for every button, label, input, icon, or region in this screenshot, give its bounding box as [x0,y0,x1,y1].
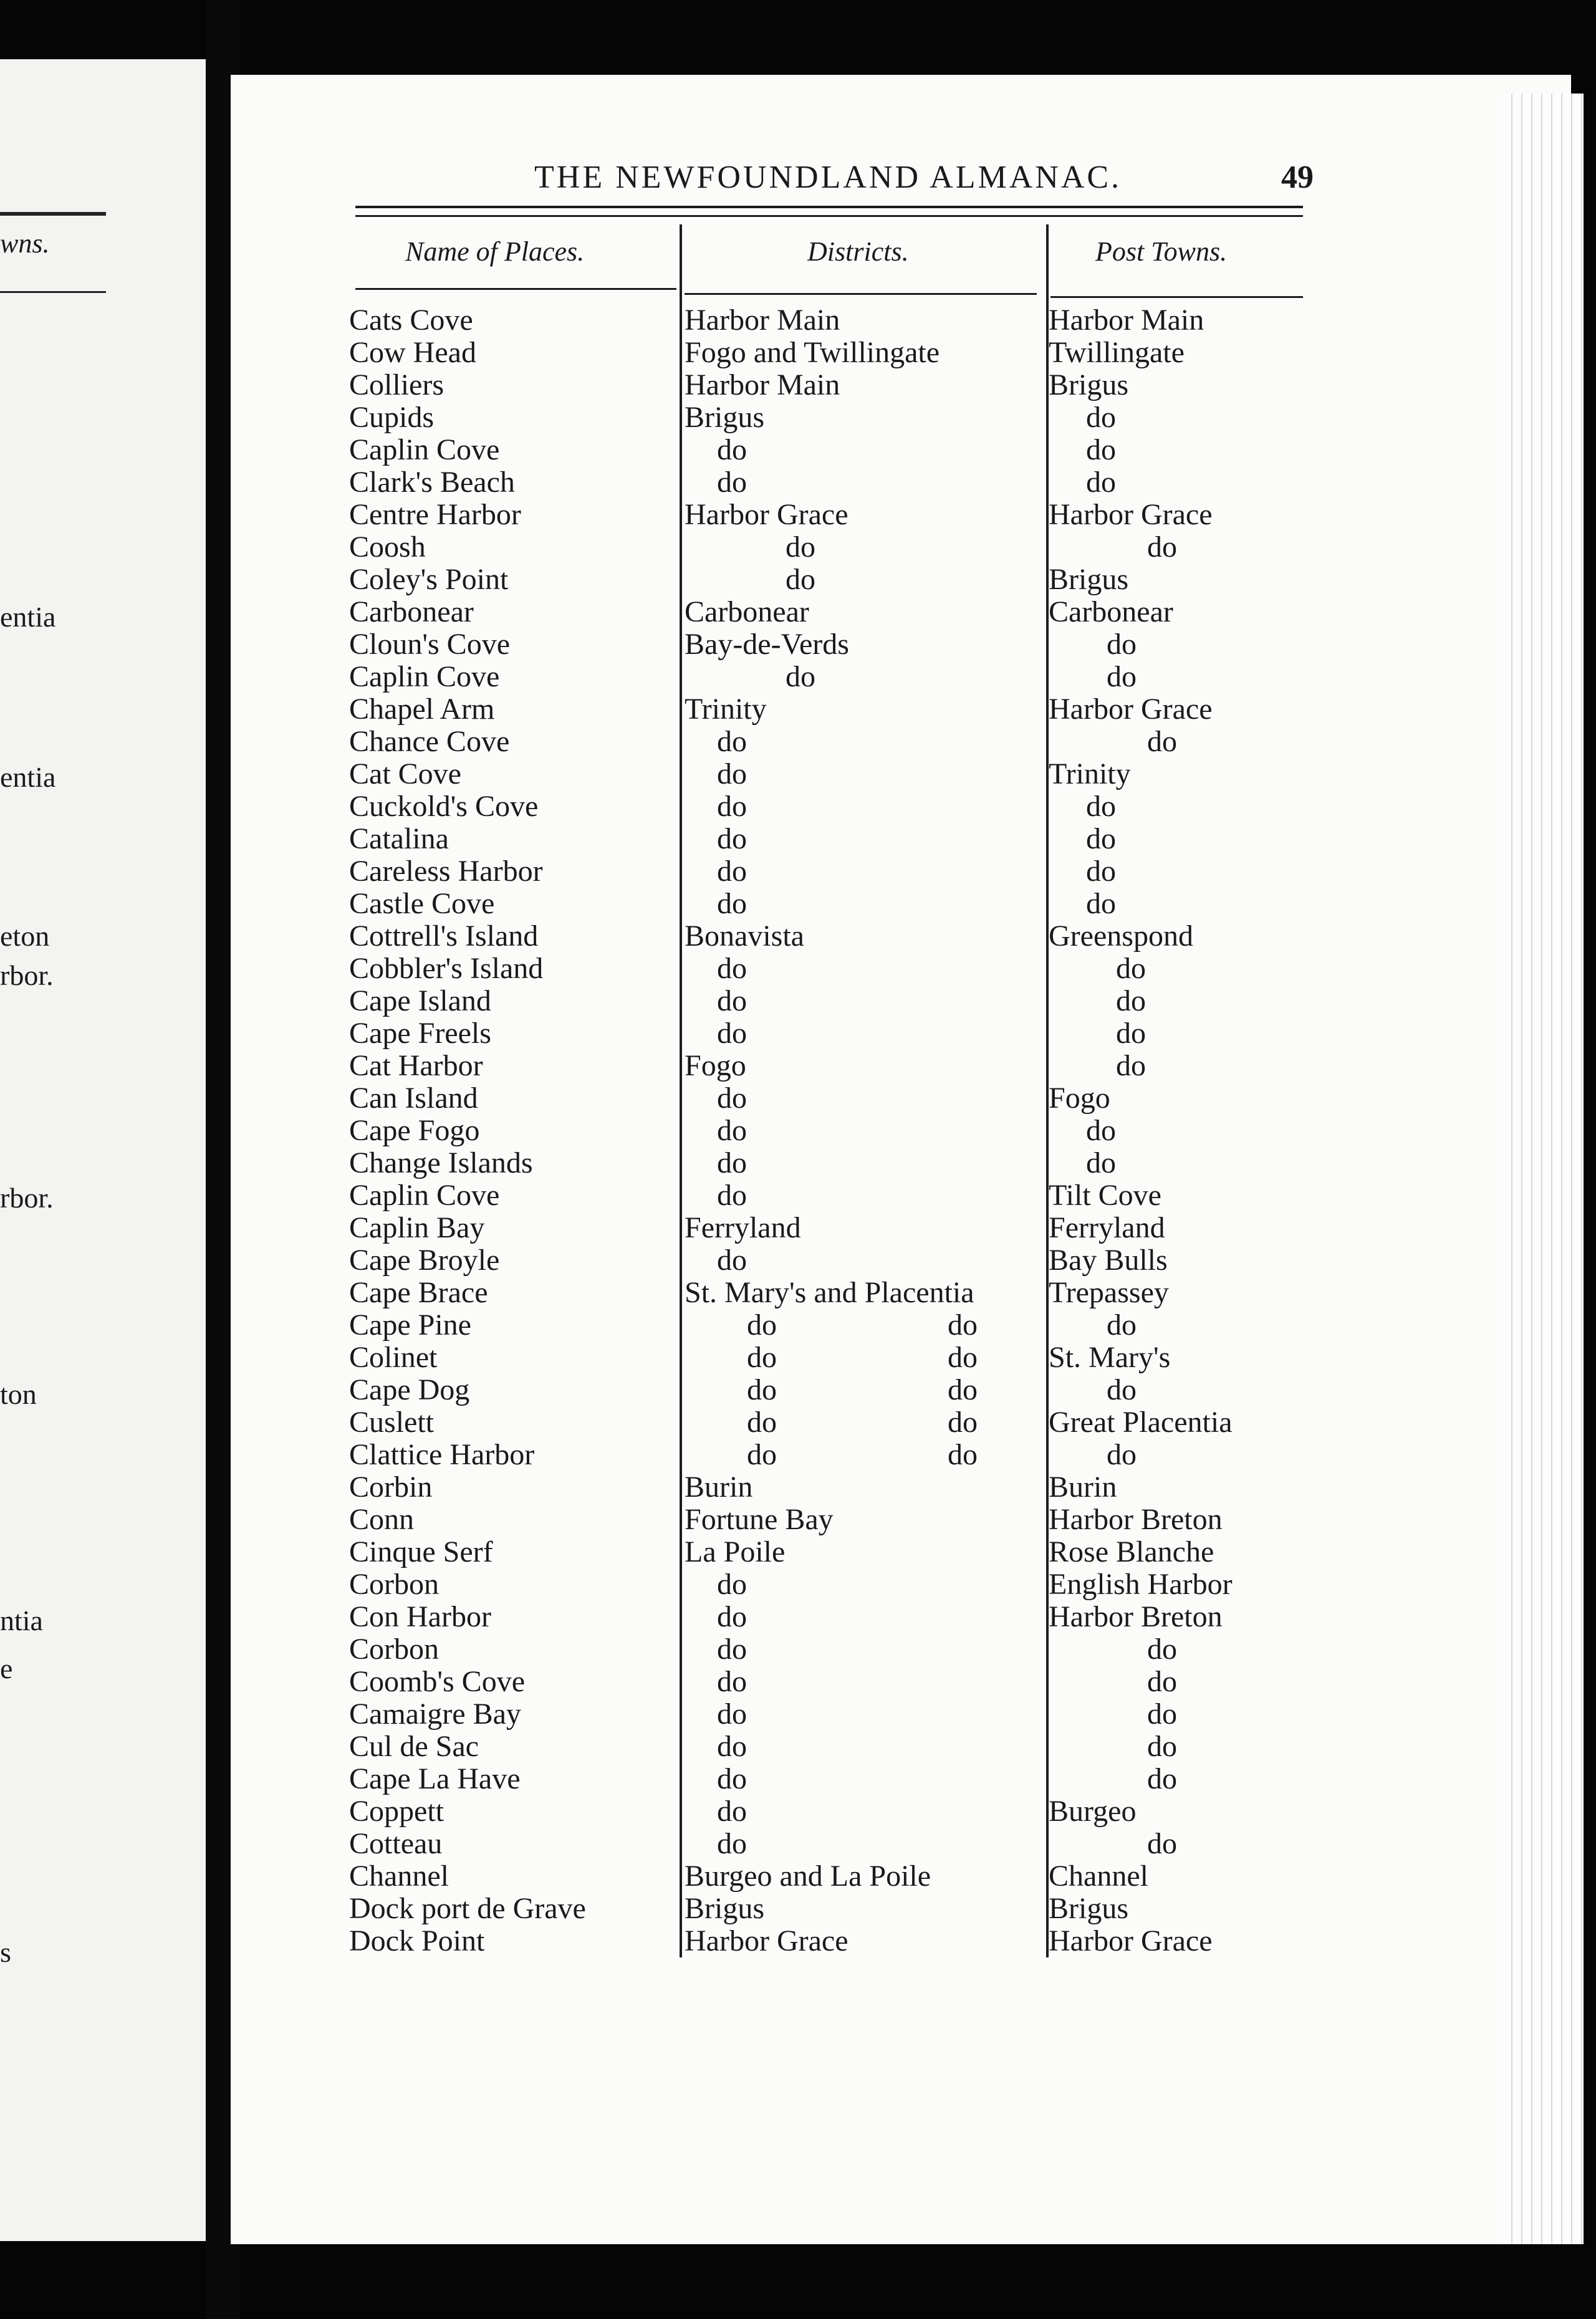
post-town-cell: do [1107,660,1137,693]
post-town-cell: do [1086,466,1116,499]
place-name-cell: Caplin Cove [349,660,500,693]
place-name-cell: Cape Brace [349,1276,488,1309]
district-cell: Fogo and Twillingate [685,336,940,369]
post-town-cell: Ferryland [1049,1211,1165,1244]
place-name-cell: Coley's Point [349,563,509,596]
district-ditto-cell: do [948,1406,978,1439]
district-ditto-cell: do [948,1308,978,1342]
left-page-fragment: rbor. [0,1182,54,1214]
place-name-cell: Cat Cove [349,757,461,790]
left-page-fragment: entia [0,761,56,793]
left-page-header-fragment: wns. [0,228,50,259]
post-town-cell: do [1086,887,1116,920]
place-name-cell: Cat Harbor [349,1049,483,1082]
district-cell: do [717,1762,747,1795]
place-name-cell: Corbon [349,1633,439,1666]
place-name-cell: Cape La Have [349,1762,521,1795]
district-cell: do [786,531,815,564]
district-cell: do [717,1827,747,1860]
column-header-rule [355,288,676,290]
district-cell: do [747,1438,777,1471]
post-town-cell: do [1107,1373,1137,1406]
post-town-cell: do [1147,1762,1177,1795]
district-cell: Fortune Bay [685,1503,834,1536]
place-name-cell: Cape Pine [349,1308,471,1342]
district-cell: Harbor Main [685,304,840,337]
post-town-cell: do [1086,855,1116,888]
district-cell: do [717,757,747,790]
place-name-cell: Castle Cove [349,887,495,920]
place-name-cell: Cuckold's Cove [349,790,539,823]
post-town-cell: Rose Blanche [1049,1535,1214,1568]
column-header-place: Name of Places. [405,236,585,267]
district-cell: Harbor Main [685,368,840,401]
post-town-cell: Harbor Grace [1049,498,1213,531]
district-cell: Trinity [685,693,767,726]
place-name-cell: Chapel Arm [349,693,495,726]
post-town-cell: Channel [1049,1860,1148,1893]
district-cell: do [717,822,747,855]
place-name-cell: Cupids [349,401,435,434]
place-name-cell: Cottrell's Island [349,919,539,953]
district-cell: Harbor Grace [685,1924,848,1957]
left-page-fragment: eton [0,920,50,952]
post-town-cell: do [1116,952,1146,985]
place-name-cell: Cul de Sac [349,1730,479,1763]
left-page-rule [0,212,106,216]
left-page-fragment: e [0,1653,13,1684]
post-town-cell: do [1147,1730,1177,1763]
page-number: 49 [1281,160,1314,195]
post-town-cell: Burin [1049,1471,1117,1504]
district-cell: do [786,660,815,693]
header-rule [355,215,1303,217]
district-cell: do [717,1665,747,1698]
place-name-cell: Cow Head [349,336,476,369]
column-header-rule [1050,296,1303,298]
place-name-cell: Cobbler's Island [349,952,544,985]
post-town-cell: do [1086,822,1116,855]
district-cell: do [717,1244,747,1277]
place-name-cell: Con Harbor [349,1600,491,1633]
left-page-fragment: ton [0,1378,37,1410]
post-town-cell: Bay Bulls [1049,1244,1168,1277]
left-page-fragment: s [0,1936,11,1968]
post-town-cell: do [1147,1633,1177,1666]
post-town-cell: Fogo [1049,1082,1110,1115]
district-cell: do [747,1341,777,1374]
post-town-cell: Burgeo [1049,1795,1137,1828]
place-name-cell: Corbon [349,1568,439,1601]
district-ditto-cell: do [948,1341,978,1374]
post-town-cell: do [1086,1114,1116,1147]
post-town-cell: do [1107,628,1137,661]
place-name-cell: Dock port de Grave [349,1892,586,1925]
post-town-cell: Trepassey [1049,1276,1169,1309]
post-town-cell: Brigus [1049,1892,1129,1925]
post-town-cell: do [1107,1438,1137,1471]
district-cell: do [717,887,747,920]
place-name-cell: Clattice Harbor [349,1438,535,1471]
post-town-cell: Brigus [1049,368,1129,401]
place-name-cell: Cotteau [349,1827,443,1860]
place-name-cell: Cuslett [349,1406,435,1439]
place-name-cell: Caplin Cove [349,433,500,466]
district-cell: Carbonear [685,595,809,628]
place-name-cell: Cape Island [349,984,491,1017]
post-town-cell: Harbor Grace [1049,693,1213,726]
column-header-district: Districts. [807,236,909,267]
district-cell: Brigus [685,401,765,434]
header-rule [355,206,1303,208]
place-name-cell: Clark's Beach [349,466,515,499]
place-name-cell: Centre Harbor [349,498,521,531]
post-town-cell: Harbor Breton [1049,1503,1223,1536]
left-facing-page [0,59,206,2241]
place-name-cell: Catalina [349,822,449,855]
place-name-cell: Colinet [349,1341,438,1374]
place-name-cell: Change Islands [349,1146,533,1179]
place-name-cell: Caplin Bay [349,1211,485,1244]
district-cell: do [717,1082,747,1115]
left-page-fragment: entia [0,601,56,633]
district-cell: do [717,1600,747,1633]
district-ditto-cell: do [948,1373,978,1406]
post-town-cell: do [1147,1697,1177,1731]
district-cell: Harbor Grace [685,498,848,531]
post-town-cell: Brigus [1049,563,1129,596]
place-name-cell: Cinque Serf [349,1535,493,1568]
district-cell: do [717,433,747,466]
district-cell: do [717,1730,747,1763]
district-cell: Fogo [685,1049,746,1082]
place-name-cell: Cape Dog [349,1373,470,1406]
place-name-cell: Can Island [349,1082,478,1115]
column-divider [680,224,682,1957]
post-town-cell: Trinity [1049,757,1131,790]
place-name-cell: Coppett [349,1795,444,1828]
column-header-rule [685,293,1037,295]
place-name-cell: Cats Cove [349,304,473,337]
place-name-cell: Coosh [349,531,426,564]
column-header-post-town: Post Towns. [1095,236,1228,267]
district-cell: do [717,1697,747,1731]
district-cell: do [717,855,747,888]
place-name-cell: Cape Broyle [349,1244,500,1277]
place-name-cell: Corbin [349,1471,433,1504]
district-cell: do [717,1633,747,1666]
district-cell: St. Mary's and Placentia [685,1276,974,1309]
running-head: THE NEWFOUNDLAND ALMANAC. [534,160,1122,195]
district-cell: Burin [685,1471,753,1504]
left-page-fragment: rbor. [0,959,54,991]
district-cell: do [717,1568,747,1601]
district-cell: do [717,725,747,758]
post-town-cell: Harbor Main [1049,304,1204,337]
district-cell: do [717,466,747,499]
place-name-cell: Cape Fogo [349,1114,480,1147]
post-town-cell: do [1116,984,1146,1017]
post-town-cell: do [1147,1665,1177,1698]
district-cell: Brigus [685,1892,765,1925]
district-cell: do [717,984,747,1017]
post-town-cell: Carbonear [1049,595,1173,628]
left-page-rule [0,291,106,293]
district-cell: do [747,1373,777,1406]
place-name-cell: Channel [349,1860,449,1893]
post-town-cell: do [1147,531,1177,564]
post-town-cell: do [1147,725,1177,758]
district-cell: La Poile [685,1535,786,1568]
district-cell: do [747,1308,777,1342]
post-town-cell: Tilt Cove [1049,1179,1161,1212]
district-cell: do [717,1114,747,1147]
place-name-cell: Colliers [349,368,444,401]
district-cell: do [717,790,747,823]
place-name-cell: Careless Harbor [349,855,543,888]
district-cell: do [717,1179,747,1212]
place-name-cell: Chance Cove [349,725,510,758]
post-town-cell: do [1086,1146,1116,1179]
post-town-cell: do [1116,1017,1146,1050]
district-ditto-cell: do [948,1438,978,1471]
place-name-cell: Coomb's Cove [349,1665,525,1698]
post-town-cell: do [1086,433,1116,466]
post-town-cell: do [1107,1308,1137,1342]
district-cell: do [747,1406,777,1439]
place-name-cell: Cape Freels [349,1017,491,1050]
district-cell: Bonavista [685,919,804,953]
post-town-cell: Greenspond [1049,919,1193,953]
district-cell: do [786,563,815,596]
district-cell: Ferryland [685,1211,801,1244]
post-town-cell: do [1086,790,1116,823]
post-town-cell: do [1147,1827,1177,1860]
post-town-cell: Harbor Grace [1049,1924,1213,1957]
district-cell: do [717,952,747,985]
place-name-cell: Cloun's Cove [349,628,510,661]
district-cell: Bay-de-Verds [685,628,849,661]
district-cell: do [717,1795,747,1828]
post-town-cell: Great Placentia [1049,1406,1233,1439]
page-edges [1502,94,1584,2244]
district-cell: Burgeo and La Poile [685,1860,931,1893]
post-town-cell: do [1086,401,1116,434]
place-name-cell: Caplin Cove [349,1179,500,1212]
place-name-cell: Carbonear [349,595,474,628]
place-name-cell: Conn [349,1503,415,1536]
place-name-cell: Dock Point [349,1924,485,1957]
post-town-cell: do [1116,1049,1146,1082]
post-town-cell: Twillingate [1049,336,1185,369]
post-town-cell: English Harbor [1049,1568,1233,1601]
district-cell: do [717,1017,747,1050]
post-town-cell: St. Mary's [1049,1341,1171,1374]
place-name-cell: Camaigre Bay [349,1697,521,1731]
post-town-cell: Harbor Breton [1049,1600,1223,1633]
left-page-fragment: ntia [0,1605,43,1636]
district-cell: do [717,1146,747,1179]
